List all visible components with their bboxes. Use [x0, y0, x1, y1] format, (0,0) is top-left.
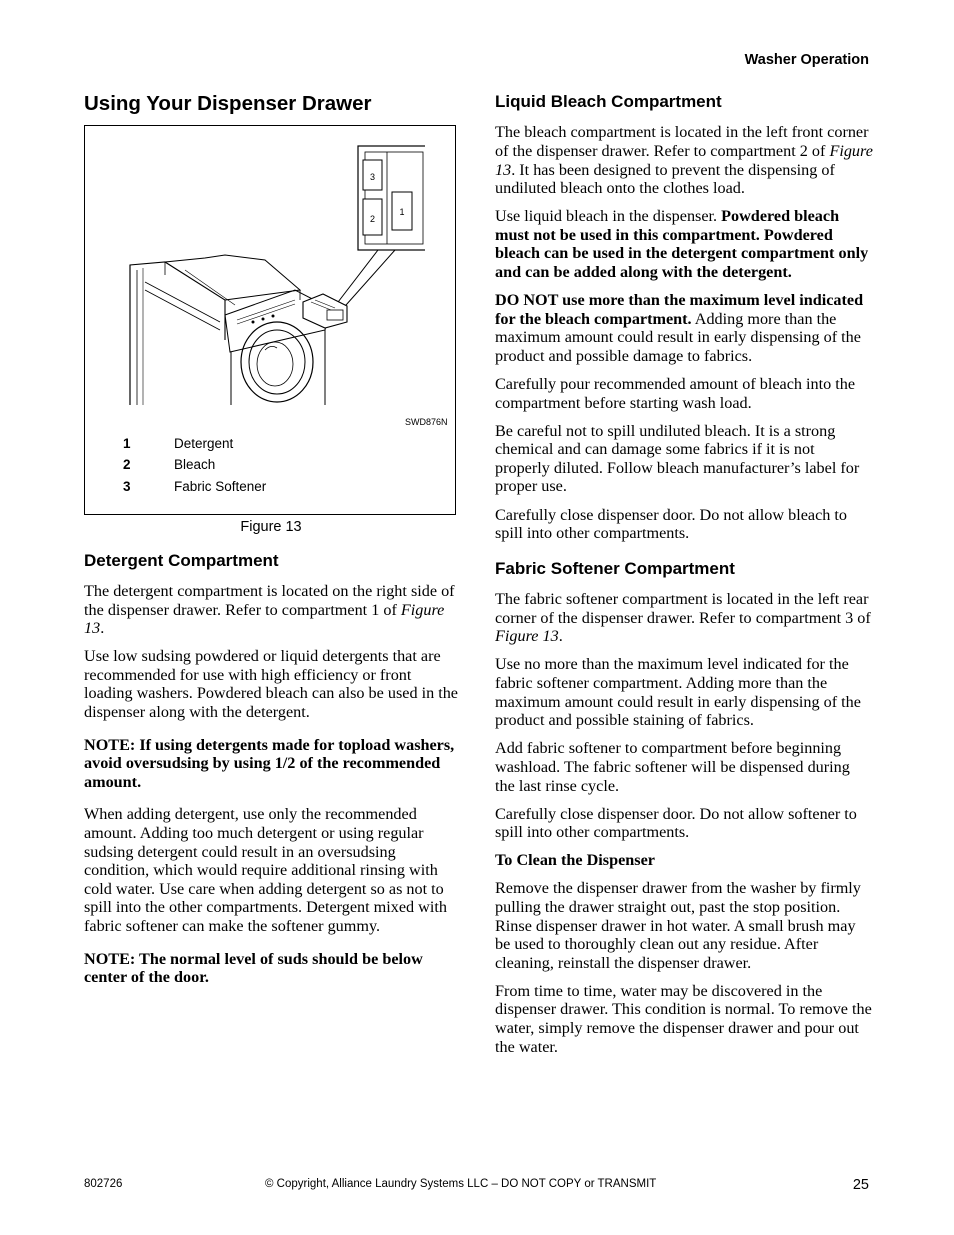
- detergent-heading: Detergent Compartment: [84, 550, 279, 570]
- legend-number: 3: [123, 478, 131, 494]
- legend-label: Fabric Softener: [174, 478, 267, 494]
- right-column: [495, 92, 873, 1066]
- callout-1: 1: [399, 206, 405, 217]
- bleach-paragraph-4: Carefully pour recommended amount of bleach into the compartment before starting wash load.: [495, 375, 856, 412]
- figure-reference: Figure 13: [84, 600, 445, 638]
- doc-number: 802726: [84, 1178, 123, 1190]
- left-column: [84, 92, 458, 996]
- bleach-paragraph-1: The bleach compartment is located in the left front corner of the dispenser drawer. Refer to compartment 2 of Figure 13. It has been designed to prevent the dispensing of undiluted bleach onto the clothes load.: [495, 123, 873, 198]
- legend-label: Detergent: [174, 435, 234, 451]
- bleach-heading: Liquid Bleach Compartment: [495, 92, 722, 111]
- page-number: 25: [852, 1177, 869, 1193]
- figure-reference: Figure 13: [495, 141, 873, 179]
- figure-reference: Figure 13: [495, 627, 559, 646]
- bleach-paragraph-5: Be careful not to spill undiluted bleach. It is a strong chemical and can damage some fabrics if it is not properly diluted. Follow bleach manufacturer’s label for proper use.: [495, 421, 860, 496]
- detergent-paragraph-1: The detergent compartment is located on the right side of the dispenser drawer. Refer to compartment 1 of Figure 13.: [84, 581, 455, 638]
- legend-number: 1: [123, 435, 131, 451]
- clean-paragraph-1: Remove the dispenser drawer from the washer by firmly pulling the drawer straight out, past the stop position. Rinse dispenser drawer in hot water. A small brush may be used to thoroughly clean out any residue. After cleaning, reinstall the dispenser drawer.: [495, 879, 861, 972]
- softener-paragraph-3: Add fabric softener to compartment before beginning washload. The fabric softener will be dispensed during the last rinse cycle.: [495, 739, 850, 795]
- softener-paragraph-2: Use no more than the maximum level indicated for the fabric softener compartment. Adding more than the maximum amount could result in early dispensing of the product and possible staining of fabrics.: [495, 655, 861, 730]
- dispenser-drawer-illustration: [125, 130, 425, 412]
- note-topload: NOTE: If using detergents made for topload washers, avoid oversudsing by using 1/2 of the recommended amount.: [84, 735, 455, 791]
- copyright-notice: © Copyright, Alliance Laundry Systems LLC – DO NOT COPY or TRANSMIT: [265, 1178, 657, 1190]
- detergent-paragraph-3: When adding detergent, use only the recommended amount. Adding too much detergent or using regular sudsing detergent could result in an oversudsing condition, which would require additional rinsing with cold water. Use care when adding detergent so as not to spill into the other compartments. Detergent mixed with fabric softener can make the softener gummy.: [84, 805, 447, 935]
- clean-paragraph-2: From time to time, water may be discovered in the dispenser drawer. This condition is normal. To remove the water, simply remove the dispenser drawer and pour out the water.: [495, 981, 872, 1056]
- legend-label: Bleach: [174, 457, 216, 473]
- clean-heading: To Clean the Dispenser: [495, 851, 655, 870]
- note-suds-level: NOTE: The normal level of suds should be below center of the door.: [84, 949, 423, 987]
- legend-item: [123, 457, 266, 479]
- callout-2: 2: [369, 213, 376, 224]
- figure-legend: [123, 436, 266, 501]
- softener-paragraph-1: The fabric softener compartment is located in the left rear corner of the dispenser drawer. Refer to compartment 3 of Figure 13.: [495, 590, 871, 646]
- detergent-paragraph-2: Use low sudsing powdered or liquid detergents that are recommended for use with high efficiency or front loading washers. Powdered bleach can also be used in the dispenser along with the detergent.: [84, 647, 458, 722]
- figure-caption: Figure 13: [240, 518, 302, 535]
- softener-paragraph-4: Carefully close dispenser door. Do not allow softener to spill into other compartments.: [495, 804, 857, 842]
- legend-item: [123, 436, 266, 458]
- legend-item: [123, 479, 266, 501]
- bleach-paragraph-2: Use liquid bleach in the dispenser. Powdered bleach must not be used in this compartment. Powdered bleach can be used in the detergent compartment only and can be added along with the detergent.: [495, 207, 869, 282]
- figure-13: [84, 125, 456, 515]
- callout-3: 3: [369, 171, 376, 182]
- bleach-paragraph-6: Carefully close dispenser door. Do not allow bleach to spill into other compartments.: [495, 505, 847, 543]
- softener-heading: Fabric Softener Compartment: [495, 558, 735, 578]
- figure-code: SWD876N: [405, 416, 448, 427]
- legend-number: 2: [123, 457, 131, 473]
- section-header: Washer Operation: [744, 52, 869, 68]
- page-title: Using Your Dispenser Drawer: [84, 92, 372, 115]
- bleach-paragraph-3: DO NOT use more than the maximum level indicated for the bleach compartment. Adding more than the maximum amount could result in early dispensing of the product and possible damage to fabrics.: [495, 291, 864, 365]
